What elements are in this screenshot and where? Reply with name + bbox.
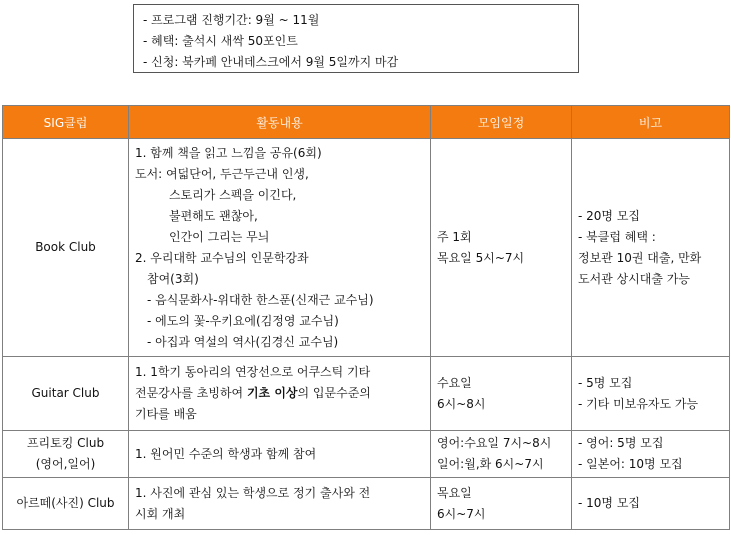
note-line: - 기타 미보유자도 가능: [578, 396, 699, 411]
schedule-cell: [431, 357, 572, 431]
header-note: 비고: [572, 106, 730, 139]
note-line: 정보관 10권 대출, 만화: [578, 250, 702, 265]
table-row-freetalking-club: [3, 431, 730, 478]
table-row-photo-club: [3, 478, 730, 530]
activity-line: 1. 1학기 동아리의 연장선으로 어쿠스틱 기타: [135, 365, 371, 379]
schedule-cell: [431, 478, 572, 530]
activity-line: - 음식문화사-위대한 한스푼(신재근 교수님): [147, 292, 374, 307]
activity-line: 기타를 배움: [135, 407, 197, 421]
note-line: - 20명 모집: [578, 208, 641, 223]
note-cell: - 10명 모집: [572, 478, 730, 530]
activity-line: 2. 우리대학 교수님의 인문학강좌: [135, 250, 309, 265]
header-sig-club: SIG클럽: [3, 106, 129, 139]
table-row-guitar-club: [3, 357, 730, 431]
schedule-line: 목요일: [437, 485, 472, 500]
note-cell: [572, 139, 730, 357]
table-header-row: [3, 106, 730, 139]
activity-cell: [129, 478, 431, 530]
club-name: Guitar Club: [3, 357, 129, 431]
activity-line: 도서: 여덟단어, 두근두근내 인생,: [135, 166, 309, 181]
activity-line: 불편해도 괜찮아,: [169, 208, 258, 223]
club-name-line: 프리토킹 Club: [26, 436, 105, 450]
program-info-box: [133, 4, 579, 73]
club-name: Book Club: [3, 139, 129, 357]
note-line: - 북클럽 혜택 :: [578, 229, 656, 244]
schedule-line: 주 1회: [437, 229, 472, 244]
activity-line: 1. 함께 책을 읽고 느낌을 공유(6회): [135, 145, 322, 160]
header-schedule: 모임일정: [431, 106, 572, 139]
note-line: - 영어: 5명 모집: [578, 436, 664, 450]
club-name: [3, 431, 129, 478]
activity-line: [135, 383, 424, 404]
schedule-line: 6시~8시: [437, 396, 486, 411]
activity-line: 스토리가 스펙을 이긴다,: [169, 187, 297, 202]
sig-club-table: [2, 105, 730, 530]
activity-emphasis: 기초 이상: [246, 386, 298, 400]
activity-line: 시회 개최: [135, 506, 186, 521]
activity-cell: [129, 357, 431, 431]
header-activity: 활동내용: [129, 106, 431, 139]
activity-cell: 1. 원어민 수준의 학생과 함께 참여: [129, 431, 431, 478]
note-cell: [572, 357, 730, 431]
info-benefit: - 혜택: 출석시 새싹 50포인트: [143, 34, 298, 48]
activity-cell: [129, 139, 431, 357]
activity-line: 참여(3회): [147, 271, 199, 286]
schedule-line: 일어:월,화 6시~7시: [437, 457, 544, 471]
schedule-line: 목요일 5시~7시: [437, 250, 525, 265]
table-row-book-club: [3, 139, 730, 357]
activity-line: - 에도의 꽃-우키요에(김정영 교수님): [147, 313, 339, 328]
activity-line: 인간이 그리는 무늬: [169, 229, 270, 244]
activity-line: - 아집과 역설의 역사(김경신 교수님): [147, 334, 339, 349]
note-line: - 5명 모집: [578, 375, 633, 390]
schedule-line: 6시~7시: [437, 506, 486, 521]
note-cell: [572, 431, 730, 478]
note-line: - 일본어: 10명 모집: [578, 457, 683, 471]
schedule-line: 영어:수요일 7시~8시: [437, 436, 552, 450]
info-period: - 프로그램 진행기간: 9월 ~ 11월: [143, 13, 320, 27]
schedule-cell: [431, 431, 572, 478]
activity-text: 전문강사를 초빙하여: [135, 386, 247, 400]
info-application: - 신청: 북카페 안내데스크에서 9월 5일까지 마감: [143, 55, 399, 69]
note-line: 도서관 상시대출 가능: [578, 271, 690, 286]
schedule-cell: [431, 139, 572, 357]
activity-text: 의 입문수준의: [297, 386, 371, 400]
club-name: 아르떼(사진) Club: [3, 478, 129, 530]
club-name-line: (영어,일어): [35, 457, 96, 471]
activity-line: 1. 사진에 관심 있는 학생으로 정기 출사와 전: [135, 485, 371, 500]
schedule-line: 수요일: [437, 375, 472, 390]
